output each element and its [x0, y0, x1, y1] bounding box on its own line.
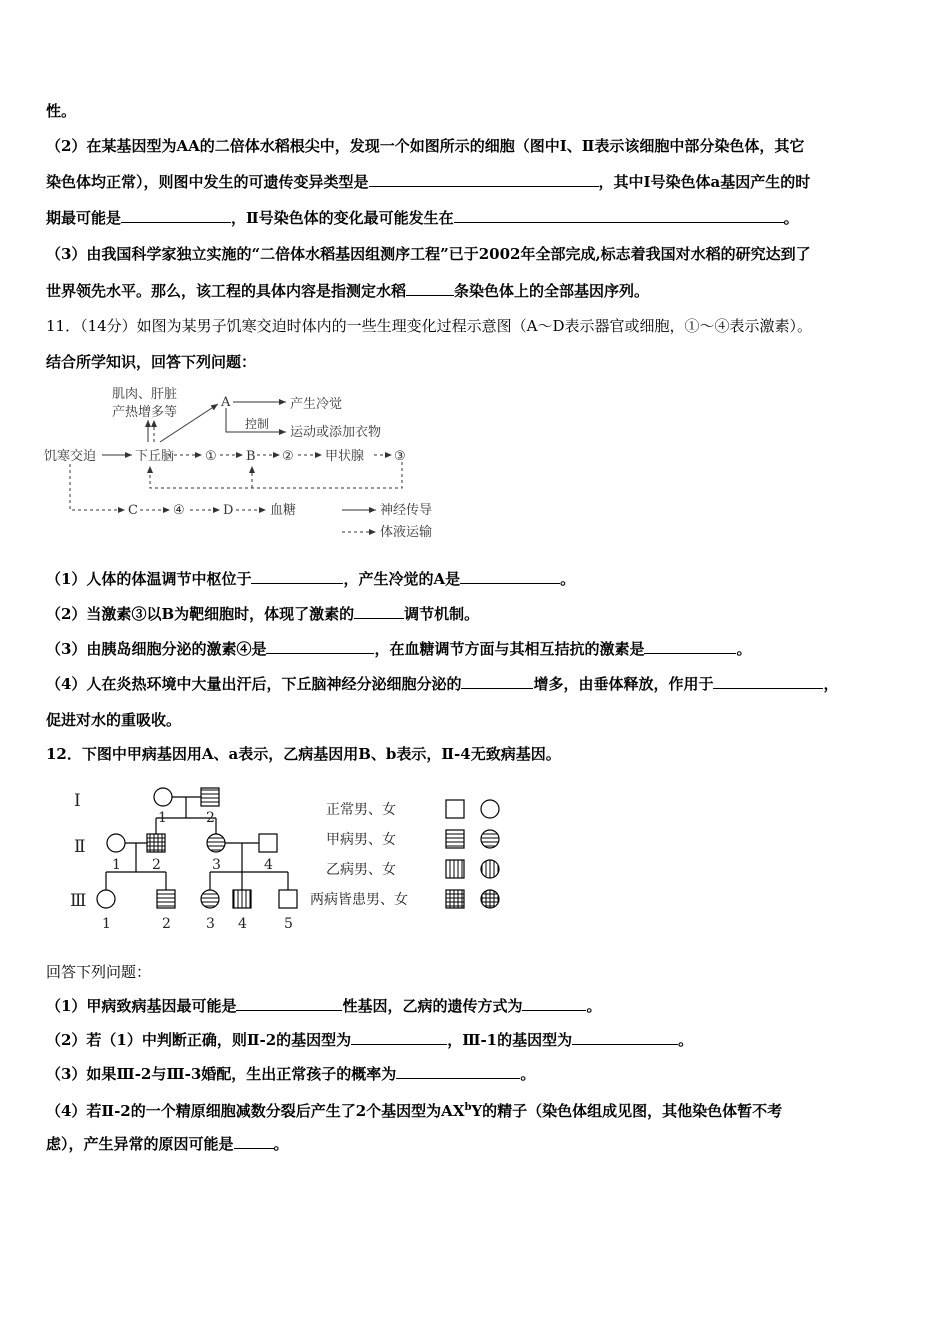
gen-II: Ⅱ — [74, 837, 86, 857]
text-line: 结合所学知识，回答下列问题： — [46, 353, 257, 371]
flow-action: 运动或添加衣物 — [290, 425, 382, 440]
label-III-5: 5 — [284, 916, 293, 932]
flow-B: B — [246, 449, 256, 464]
label-II-4: 4 — [264, 857, 273, 873]
label-III-2: 2 — [162, 916, 171, 932]
text-line: （2）当激素③以B为靶细胞时，体现了激素的 调节机制。 — [46, 605, 480, 623]
flow-hormone-1: ① — [205, 449, 217, 464]
text-line: 虑），产生异常的原因可能是 。 — [46, 1135, 289, 1153]
answer-blank[interactable] — [522, 996, 586, 1011]
answer-blank[interactable] — [351, 1030, 447, 1045]
gen-I: Ⅰ — [74, 791, 81, 811]
text-line: 期最可能是 ，Ⅱ号染色体的变化最可能发生在 。 — [46, 209, 799, 227]
answer-blank[interactable] — [396, 1064, 520, 1079]
text-line: （1）甲病致病基因最可能是 性基因，乙病的遗传方式为 。 — [46, 997, 602, 1015]
II-2-male-both — [147, 834, 165, 852]
flow-control: 控制 — [245, 417, 270, 431]
flow-start: 饥寒交迫 — [44, 449, 97, 464]
answer-blank[interactable] — [644, 639, 736, 654]
answer-blank[interactable] — [406, 281, 454, 296]
answer-blank[interactable] — [234, 1134, 274, 1149]
text-line: 回答下列问题： — [46, 963, 152, 981]
text-line: 世界领先水平。那么，该工程的具体内容是指测定水稻 条染色体上的全部基因序列。 — [46, 282, 650, 300]
II-1-female — [107, 834, 125, 852]
text-line: 性。 — [46, 102, 77, 120]
III-2-male-jia — [157, 890, 175, 908]
legend-yi: 乙病男、女 — [326, 862, 396, 878]
text-line: 促进对水的重吸收。 — [46, 711, 182, 729]
text-line: （1）人体的体温调节中枢位于 ，产生冷觉的A是 。 — [46, 570, 576, 588]
label-III-3: 3 — [206, 916, 215, 932]
text-line: （3）由我国科学家独立实施的“二倍体水稻基因组测序工程”已于2002年全部完成,标志着我国对水稻的研究达到了 — [46, 245, 811, 263]
III-4-male-yi — [233, 890, 251, 908]
flow-hypothalamus: 下丘脑 — [135, 449, 175, 464]
answer-blank[interactable] — [121, 208, 231, 223]
answer-blank[interactable] — [266, 639, 374, 654]
label-III-4: 4 — [238, 916, 247, 932]
I-2-male-jia — [201, 788, 219, 806]
gen-III: Ⅲ — [70, 891, 87, 911]
answer-blank[interactable] — [236, 996, 342, 1011]
legend-jia: 甲病男、女 — [326, 832, 396, 848]
legend-fluid: 体液运输 — [380, 525, 433, 540]
answer-blank[interactable] — [572, 1030, 678, 1045]
II-4-male — [259, 834, 277, 852]
answer-blank[interactable] — [454, 208, 784, 223]
label-II-3: 3 — [212, 857, 221, 873]
answer-blank[interactable] — [251, 569, 343, 584]
answer-blank[interactable] — [369, 172, 599, 187]
II-3-female-jia — [207, 834, 225, 852]
question-11: 11．（14分）如图为某男子饥寒交迫时体内的一些生理变化过程示意图（A～D表示器官或细胞，①～④表示激素）。 — [46, 317, 813, 335]
flow-thyroid: 甲状腺 — [325, 449, 365, 464]
text-line: （4）若Ⅱ-2的一个精原细胞减数分裂后产生了2个基因型为$AX^bY$的精子（染色体组成见图，其他染色体暂不考 — [46, 1102, 783, 1120]
answer-blank[interactable] — [354, 604, 404, 619]
label-I-2: 2 — [206, 810, 215, 826]
pedigree-chart — [60, 780, 520, 940]
flow-C: C — [128, 503, 138, 518]
flow-blood-sugar: 血糖 — [270, 503, 297, 518]
flow-muscle1: 肌肉、肝脏 — [112, 387, 178, 402]
III-5-male — [279, 890, 297, 908]
flow-hormone-2: ② — [282, 449, 294, 464]
label-I-1: 1 — [158, 810, 167, 826]
flow-hormone-3: ③ — [394, 449, 406, 464]
flow-D: D — [223, 503, 234, 518]
text-line: （4）人在炎热环境中大量出汗后，下丘脑神经分泌细胞分泌的 增多，由垂体释放，作用于 ， — [46, 675, 839, 693]
text-line: （3）如果Ⅲ-2与Ⅲ-3婚配，生出正常孩子的概率为 。 — [46, 1065, 536, 1083]
label-II-2: 2 — [152, 857, 161, 873]
flow-cold: 产生冷觉 — [290, 397, 343, 412]
flow-hormone-4: ④ — [173, 503, 185, 518]
I-1-female — [154, 788, 172, 806]
answer-blank[interactable] — [713, 674, 823, 689]
legend-normal: 正常男、女 — [326, 802, 396, 818]
answer-blank[interactable] — [461, 674, 533, 689]
label-III-1: 1 — [102, 916, 111, 932]
III-1-female — [97, 890, 115, 908]
label-II-1: 1 — [112, 857, 121, 873]
answer-blank[interactable] — [460, 569, 560, 584]
text-line: 染色体均正常），则图中发生的可遗传变异类型是 ，其中Ⅰ号染色体a基因产生的时 — [46, 173, 811, 191]
text-line: （2）在某基因型为AA的二倍体水稻根尖中，发现一个如图所示的细胞（图中Ⅰ、Ⅱ表示该细胞中部分染色体，其它 — [46, 137, 805, 155]
flow-muscle2: 产热增多等 — [112, 405, 178, 420]
question-12: 12．下图中甲病基因用A、a表示，乙病基因用B、b表示，Ⅱ-4无致病基因。 — [46, 745, 561, 763]
legend-nerve: 神经传导 — [380, 503, 433, 518]
III-3-female-jia — [201, 890, 219, 908]
flow-A: A — [221, 395, 231, 410]
flow-diagram — [40, 380, 460, 545]
legend-both: 两病皆患男、女 — [310, 892, 408, 908]
text-line: （3）由胰岛细胞分泌的激素④是 ，在血糖调节方面与其相互拮抗的激素是 。 — [46, 640, 752, 658]
text-line: （2）若（1）中判断正确，则Ⅱ-2的基因型为 ，Ⅲ-1的基因型为 。 — [46, 1031, 694, 1049]
